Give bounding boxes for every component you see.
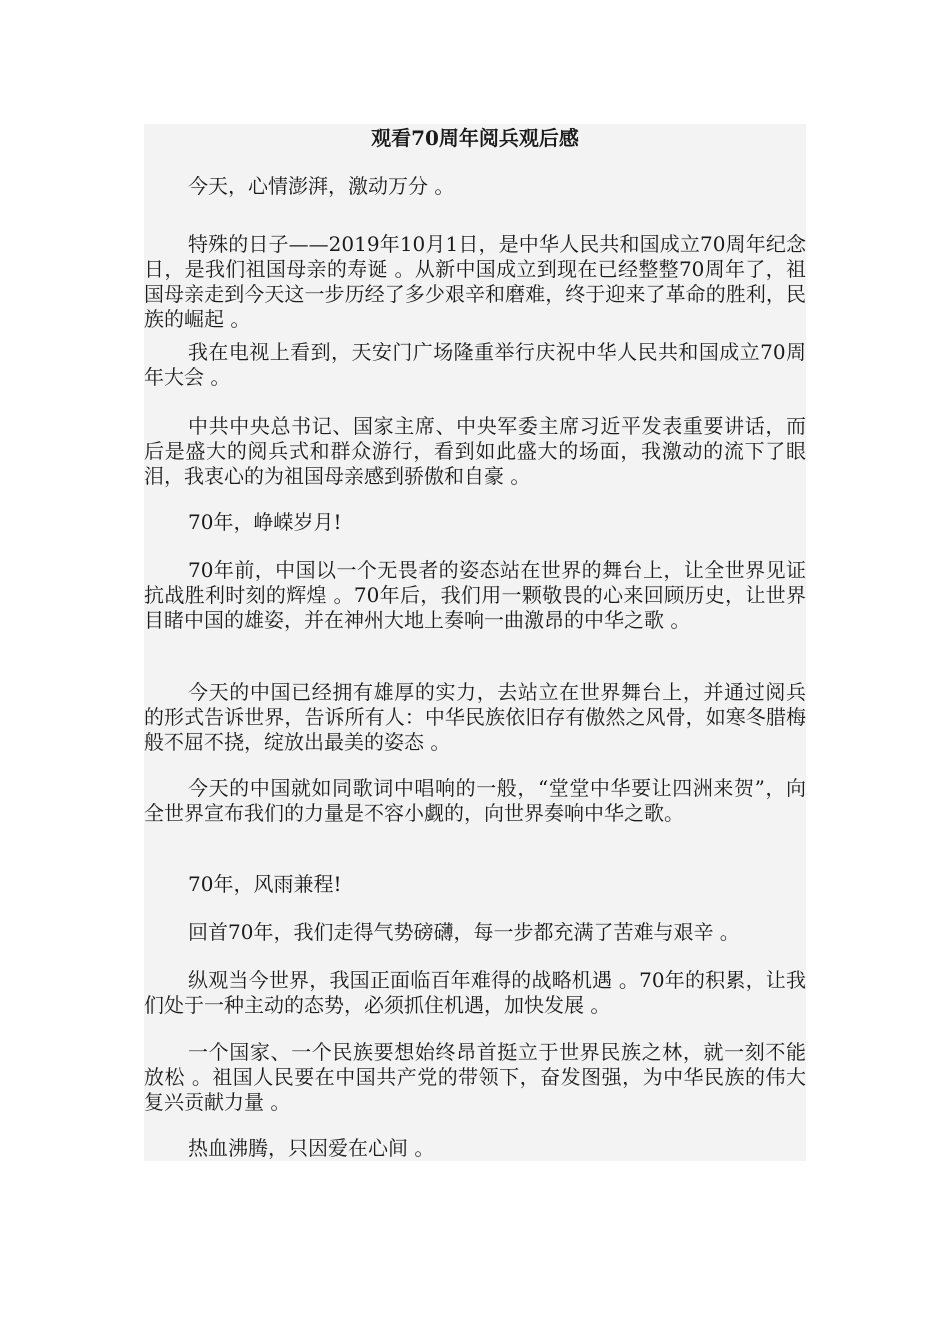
paragraph-8: 今天的中国就如同歌词中唱响的一般，“堂堂中华要让四洲来贺”，向全世界宣布我们的力量是不容小觑的，向世界奏响中华之歌。	[144, 776, 806, 825]
paragraph-13: 热血沸腾，只因爱在心间 。	[188, 1136, 435, 1160]
paragraph-7: 今天的中国已经拥有雄厚的实力，去站立在世界舞台上，并通过阅兵的形式告诉世界，告诉所有人：中华民族依旧存有傲然之风骨，如寒冬腊梅般不屈不挠，绽放出最美的姿态 。	[144, 680, 806, 754]
paragraph-3: 我在电视上看到，天安门广场隆重举行庆祝中华人民共和国成立70周年大会 。	[144, 340, 806, 389]
paragraph-2: 特殊的日子——2019年10月1日，是中华人民共和国成立70周年纪念日，是我们祖国母亲的寿诞 。从新中国成立到现在已经整整70周年了，祖国母亲走到今天这一步历经了多少艰辛和磨难，终于迎来了革命的胜利，民族的崛起 。	[144, 232, 806, 331]
paragraph-9: 70年，风雨兼程!	[188, 872, 342, 896]
paragraph-12: 一个国家、一个民族要想始终昂首挺立于世界民族之林，就一刻不能放松 。祖国人民要在中国共产党的带领下，奋发图强，为中华民族的伟大复兴贡献力量 。	[144, 1040, 806, 1114]
paragraph-11: 纵观当今世界，我国正面临百年难得的战略机遇 。70年的积累，让我们处于一种主动的态势，必须抓住机遇，加快发展 。	[144, 968, 806, 1017]
document-body	[144, 124, 806, 1161]
paragraph-10: 回首70年，我们走得气势磅礴，每一步都充满了苦难与艰辛 。	[188, 920, 740, 944]
paragraph-5: 70年，峥嵘岁月!	[188, 510, 342, 534]
paragraph-6: 70年前，中国以一个无畏者的姿态站在世界的舞台上，让全世界见证抗战胜利时刻的辉煌 。70年后，我们用一颗敬畏的心来回顾历史，让世界目睹中国的雄姿，并在神州大地上奏响一曲激昂的中华之歌 。	[144, 558, 806, 632]
document-title: 观看70周年阅兵观后感	[371, 126, 579, 150]
paragraph-1: 今天，心情澎湃，激动万分 。	[188, 174, 455, 198]
paragraph-4: 中共中央总书记、国家主席、中央军委主席习近平发表重要讲话，而后是盛大的阅兵式和群众游行，看到如此盛大的场面，我激动的流下了眼泪，我衷心的为祖国母亲感到骄傲和自豪 。	[144, 414, 806, 488]
